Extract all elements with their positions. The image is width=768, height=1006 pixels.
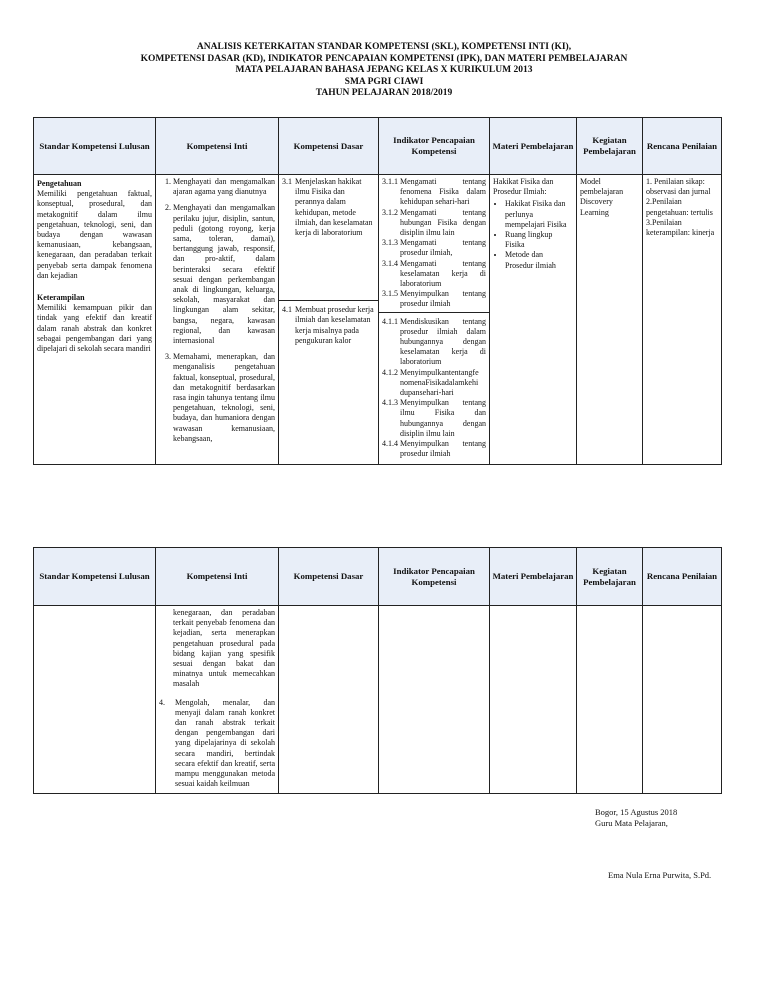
penilaian-cell [643, 606, 722, 794]
header-penilaian: Rencana Penilaian [643, 118, 722, 175]
header-ki: Kompetensi Inti [156, 548, 279, 606]
kd-cell [279, 606, 379, 794]
ipk-item: 3.1.3 Mengamati tentang prosedur ilmiah, [382, 238, 486, 258]
ki-cell [156, 175, 279, 465]
skl-pengetahuan-text: Memiliki pengetahuan faktual, konseptual, prosedural, dan metakognitif dalam ilmu pengetahuan, teknologi, seni, dan budaya dengan wawasan kemanusiaan, kebangsaan, kenegaraan, dan peradaban terkait penyebab serta dampak fenomena dan kejadian [37, 189, 152, 280]
kd-number: 4.1 [282, 305, 292, 315]
ki-item: 1. Menghayati dan mengamalkan ajaran agama yang dianutnya [173, 177, 275, 197]
header-kegiatan: Kegiatan Pembelajaran [577, 548, 643, 606]
ki-number: 4. [159, 697, 165, 707]
header-kd: Kompetensi Dasar [279, 118, 379, 175]
kd-cell [279, 175, 379, 465]
ipk-item: 3.1.4 Mengamati tentang keselamatan kerja di laboratorium [382, 258, 486, 289]
kegiatan-cell [577, 175, 643, 465]
header-skl: Standar Kompetensi Lulusan [34, 118, 156, 175]
header-penilaian: Rencana Penilaian [643, 548, 722, 606]
materi-item: • Ruang lingkup Fisika [505, 230, 573, 250]
materi-list [493, 199, 573, 270]
signature-role: Guru Mata Pelajaran, [595, 818, 668, 828]
ipk-item: 3.1.5 Menyimpulkan tentang prosedur ilmiah [382, 289, 486, 309]
ki-item [159, 698, 275, 790]
ki-text: Mengolah, menalar, dan menyaji dalam ranah konkret dan ranah abstrak terkait dengan pengembangan dari yang dipelajarinya di sekolah secara mandiri, bertindak secara efektif dan kreatif, serta mampu menggunakan metoda sesuai kaidah keilmuan [175, 697, 275, 789]
skl-keterampilan-text: Memiliki kemampuan pikir dan tindak yang efektif dan kreatif dalam ranah abstrak dan konkret sebagai pengembangan dari yang dipelajari di sekolah secara mandiri [37, 303, 152, 354]
materi-intro: Hakikat Fisika dan Prosedur Ilmiah: [493, 177, 554, 197]
materi-item: • Hakikat Fisika dan perlunya mempelajari Fisika [505, 199, 573, 230]
skl-cell [34, 175, 156, 465]
ipk-item: 3.1.2 Mengamati tentang hubungan Fisika dengan disiplin ilmu lain [382, 207, 486, 238]
penilaian-item: 2.Penilaian pengetahuan: tertulis [646, 197, 713, 217]
penilaian-item: 1. Penilaian sikap: observasi dan jurnal [646, 177, 711, 197]
header-ipk: Indikator Pencapaian Kompetensi [379, 118, 490, 175]
kd-item [282, 305, 375, 346]
materi-cell [490, 175, 577, 465]
kd-item [282, 177, 375, 238]
header-materi: Materi Pembelajaran [490, 118, 577, 175]
document-title [0, 42, 768, 100]
analysis-table-page-1 [33, 117, 722, 465]
ki-cell [156, 606, 279, 794]
ipk-cell [379, 175, 490, 465]
title-line: SMA PGRI CIAWI [344, 76, 424, 87]
title-line: KOMPETENSI DASAR (KD), INDIKATOR PENCAPAIAN KOMPETENSI (IPK), DAN MATERI PEMBELAJARAN [140, 53, 628, 64]
kd-number: 3.1 [282, 177, 292, 186]
kegiatan-text: Model pembelajaran Discovery Learning [580, 177, 624, 217]
kd-text: Membuat prosedur kerja ilmiah dan keselamatan kerja misalnya pada pengukuran kalor [295, 305, 374, 345]
header-ki: Kompetensi Inti [156, 118, 279, 175]
materi-item: • Metode dan Prosedur ilmiah [505, 250, 573, 270]
ki-continuation: kenegaraan, dan peradaban terkait penyebab fenomena dan kejadian, serta menerapkan pengetahuan prosedural pada bidang kajian yang spesifik sesuai dengan bakat dan minatnya untuk memecahkan masalah [173, 608, 275, 689]
header-ipk: Indikator Pencapaian Kompetensi [379, 548, 490, 606]
penilaian-cell [643, 175, 722, 465]
skl-pengetahuan-heading: Pengetahuan [37, 179, 82, 188]
ki-item: 2. Menghayati dan mengamalkan perilaku jujur, disiplin, santun, peduli (gotong royong, kerja sama, toleran, damai), bertanggung jawab, responsif, dan pro-aktif, dalam berinteraksi secara efektif sesuai dengan perkembangan anak di lingkungan, keluarga, sekolah, masyarakat dan lingkungan alam sekitar, bangsa, negara, kawasan regional, dan kawasan internasional [173, 203, 275, 346]
title-line: ANALISIS KETERKAITAN STANDAR KOMPETENSI (SKL), KOMPETENSI INTI (KI), [196, 42, 572, 52]
ipk-item: 3.1.1 Mengamati tentang fenomena Fisika dalam kehidupan sehari-hari [382, 177, 486, 207]
skl-keterampilan-heading: Keterampilan [37, 293, 85, 303]
ipk-item: 4.1.1 Mendiskusikan tentang prosedur ilmiah dalam hubungannya dengan keselamatan kerja di laboratorium [382, 316, 486, 367]
header-kegiatan: Kegiatan Pembelajaran [577, 118, 643, 175]
skl-cell [34, 606, 156, 794]
ipk-item: 4.1.4 Menyimpulkan tentang prosedur ilmiah [382, 439, 486, 459]
materi-cell [490, 606, 577, 794]
header-kd: Kompetensi Dasar [279, 548, 379, 606]
kegiatan-cell [577, 606, 643, 794]
penilaian-item: 3.Penilaian keterampilan: kinerja [646, 217, 715, 238]
signature-place-date: Bogor, 15 Agustus 2018 [595, 807, 678, 817]
ipk-item: 4.1.3 Menyimpulkan tentang ilmu Fisika dan hubungannya dengan disiplin ilmu lain [382, 398, 486, 438]
title-line: TAHUN PELAJARAN 2018/2019 [315, 88, 453, 98]
ipk-item: 4.1.2 Menyimpulkantentangfe nomenaFisikadalamkehi dupansehari-hari [382, 367, 479, 398]
signature-name: Ema Nula Erna Purwita, S.Pd. [608, 870, 712, 880]
header-materi: Materi Pembelajaran [490, 548, 577, 606]
analysis-table-page-2 [33, 547, 722, 794]
ki-list [159, 177, 275, 444]
header-skl: Standar Kompetensi Lulusan [34, 548, 156, 606]
kd-text: Menjelaskan hakikat ilmu Fisika dan perannya dalam kehidupan, metode ilmiah, dan keselamatan kerja di laboratorium [295, 177, 373, 238]
ipk-cell [379, 606, 490, 794]
title-line: MATA PELAJARAN BAHASA JEPANG KELAS X KURIKULUM 2013 [235, 65, 533, 75]
ki-item: 3. Memahami, menerapkan, dan menganalisis pengetahuan faktual, konseptual, prosedural, dan metakognitif berdasarkan rasa ingin tahunya tentang ilmu pengetahuan, teknologi, seni, budaya, dan humaniora dengan wawasan kemanusiaan, kebangsaan, [173, 352, 275, 444]
